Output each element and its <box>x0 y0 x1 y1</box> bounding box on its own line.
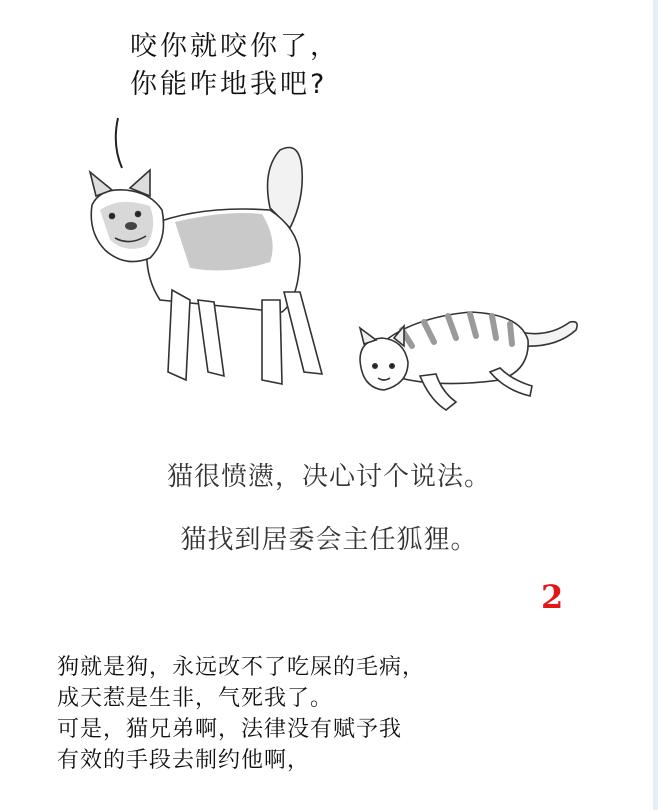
paragraph-line-2: 成天惹是生非，气死我了。 <box>57 686 334 711</box>
speech-line-1: 咬你就咬你了， <box>130 31 340 62</box>
handwritten-paragraph <box>57 652 425 776</box>
cat-drawing <box>360 312 577 410</box>
paragraph-line-3: 可是，猫兄弟啊，法律没有赋予我 <box>57 717 403 742</box>
page-number: 2 <box>541 578 564 616</box>
dog-drawing <box>90 148 322 385</box>
speech-tail <box>116 118 122 168</box>
paragraph-line-1: 狗就是狗，永远改不了吃屎的毛病， <box>57 655 426 680</box>
caption-2: 猫找到居委会主任狐狸。 <box>180 525 478 555</box>
caption-1: 猫很愤懑，决心讨个说法。 <box>166 462 491 492</box>
paragraph-line-4: 有效的手段去制约他啊， <box>57 748 311 773</box>
speech-line-2: 你能咋地我吧? <box>130 69 328 100</box>
